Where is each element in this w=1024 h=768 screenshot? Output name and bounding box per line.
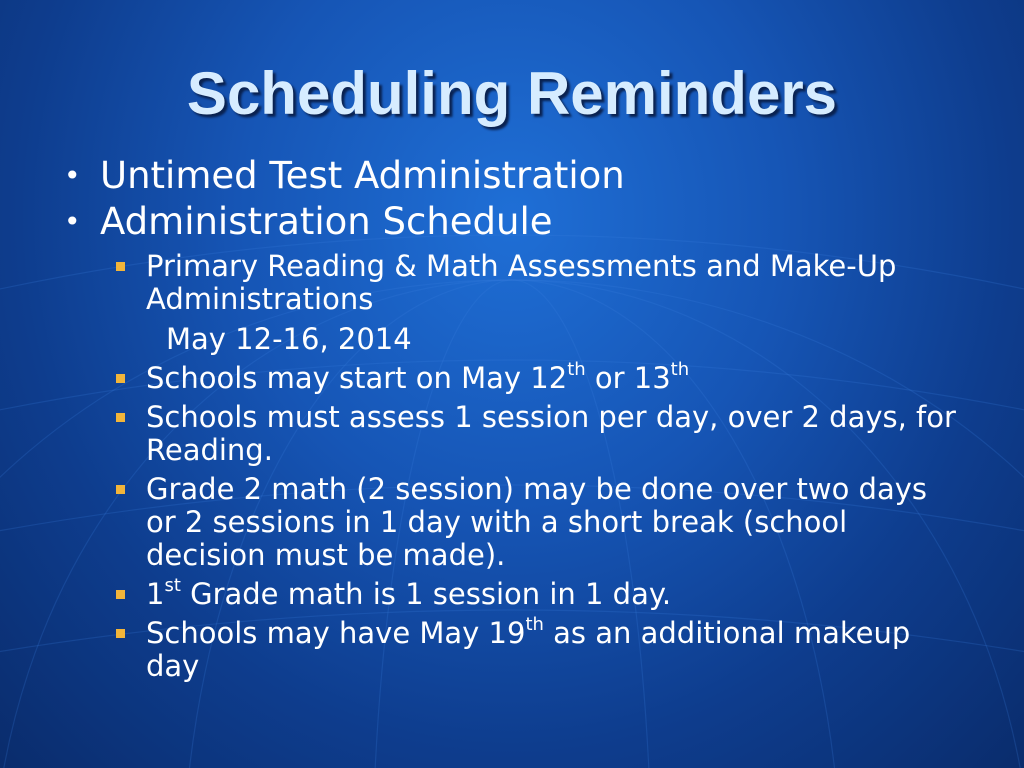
square-bullet-icon xyxy=(116,629,125,638)
sub-bullet-text-part: Schools may have May 19 xyxy=(146,616,526,650)
ordinal-suffix: st xyxy=(164,575,181,597)
slide-body xyxy=(62,154,962,683)
square-bullet-icon xyxy=(116,413,125,422)
bullet-dot-icon: • xyxy=(64,205,81,238)
sub-bullet-text: Primary Reading & Math Assessments and Make-Up Administrations xyxy=(146,249,897,316)
date-range: May 12-16, 2014 xyxy=(166,322,412,356)
bullet-text: Administration Schedule xyxy=(100,200,553,243)
sub-bullet-text-part: Schools may start on May 12 xyxy=(146,361,568,395)
bullet-untimed xyxy=(62,154,962,198)
square-bullet-icon xyxy=(116,262,125,271)
sub-bullet-text: Schools must assess 1 session per day, over 2 days, for Reading. xyxy=(146,400,956,467)
sub-bullet-text: Grade 2 math (2 session) may be done over two days or 2 sessions in 1 day with a short break (school decision must be made). xyxy=(146,472,928,572)
bullet-dot-icon: • xyxy=(64,159,81,192)
sub-bullet-reading-sessions xyxy=(116,401,962,467)
bullet-text: Untimed Test Administration xyxy=(100,154,625,197)
sub-bullet-grade2-math xyxy=(116,473,962,572)
sub-bullet-text-part: 1 xyxy=(146,577,165,611)
sub-bullet-text-part: Grade math is 1 session in 1 day. xyxy=(180,577,672,611)
ordinal-suffix: th xyxy=(670,359,690,381)
ordinal-suffix: th xyxy=(525,614,544,636)
sub-bullet-start-days xyxy=(116,359,962,395)
sub-bullet-assessments xyxy=(116,250,962,316)
square-bullet-icon xyxy=(116,485,125,494)
sub-bullet-grade1-math xyxy=(116,575,962,611)
ordinal-suffix: th xyxy=(567,359,586,381)
square-bullet-icon xyxy=(116,590,125,599)
square-bullet-icon xyxy=(116,374,125,383)
slide-title: Scheduling Reminders xyxy=(186,60,838,127)
bullet-schedule xyxy=(62,200,962,244)
sub-bullet-makeup-day xyxy=(116,614,962,683)
sub-bullet-text-part: or 13 xyxy=(585,361,671,395)
sub-bullet-text-part: as an additional makeup day xyxy=(146,616,911,683)
